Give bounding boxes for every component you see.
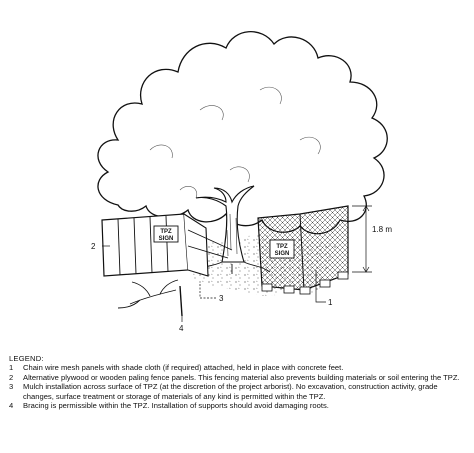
legend-item (9, 373, 469, 382)
legend-item-number: 1 (9, 363, 14, 373)
dimension-label: 1.8 m (372, 225, 393, 234)
branch (118, 280, 178, 308)
legend-item-text: Chain wire mesh panels with shade cloth (if required) attached, held in place with concrete feet. (23, 363, 344, 373)
callout-1: 1 (328, 298, 333, 307)
legend-item-number: 2 (9, 372, 14, 382)
legend-item (9, 401, 469, 410)
chain-mesh-fence (258, 206, 348, 294)
sign-right-line1: TPZ (276, 244, 288, 250)
legend-item-text: Alternative plywood or wooden paling fence panels. This fencing material also prevents building materials or soil entering the TPZ. (23, 372, 460, 382)
callout-2: 2 (91, 242, 96, 251)
callout-3: 3 (219, 294, 224, 303)
callout-4: 4 (179, 324, 184, 333)
legend (9, 354, 469, 410)
tree-canopy (98, 32, 387, 234)
legend-title: LEGEND: (9, 354, 44, 363)
legend-item-text: Mulch installation across surface of TPZ (at the discretion of the project arborist). No excavation, construction activity, grade changes, surface treatment or storage of materials of any kind is permitted within the TPZ. (23, 382, 438, 401)
leader-3 (200, 284, 216, 298)
legend-item-number: 3 (9, 382, 14, 392)
legend-item (9, 382, 469, 401)
sign-left-line1: TPZ (160, 229, 172, 235)
sign-right-line2: SIGN (274, 251, 290, 257)
legend-item-text: Bracing is permissible within the TPZ. Installation of supports should avoid damaging roots. (23, 401, 329, 411)
sign-left-line2: SIGN (158, 236, 174, 242)
legend-item (9, 363, 469, 372)
legend-item-number: 4 (9, 401, 14, 411)
brace-post (180, 286, 182, 316)
